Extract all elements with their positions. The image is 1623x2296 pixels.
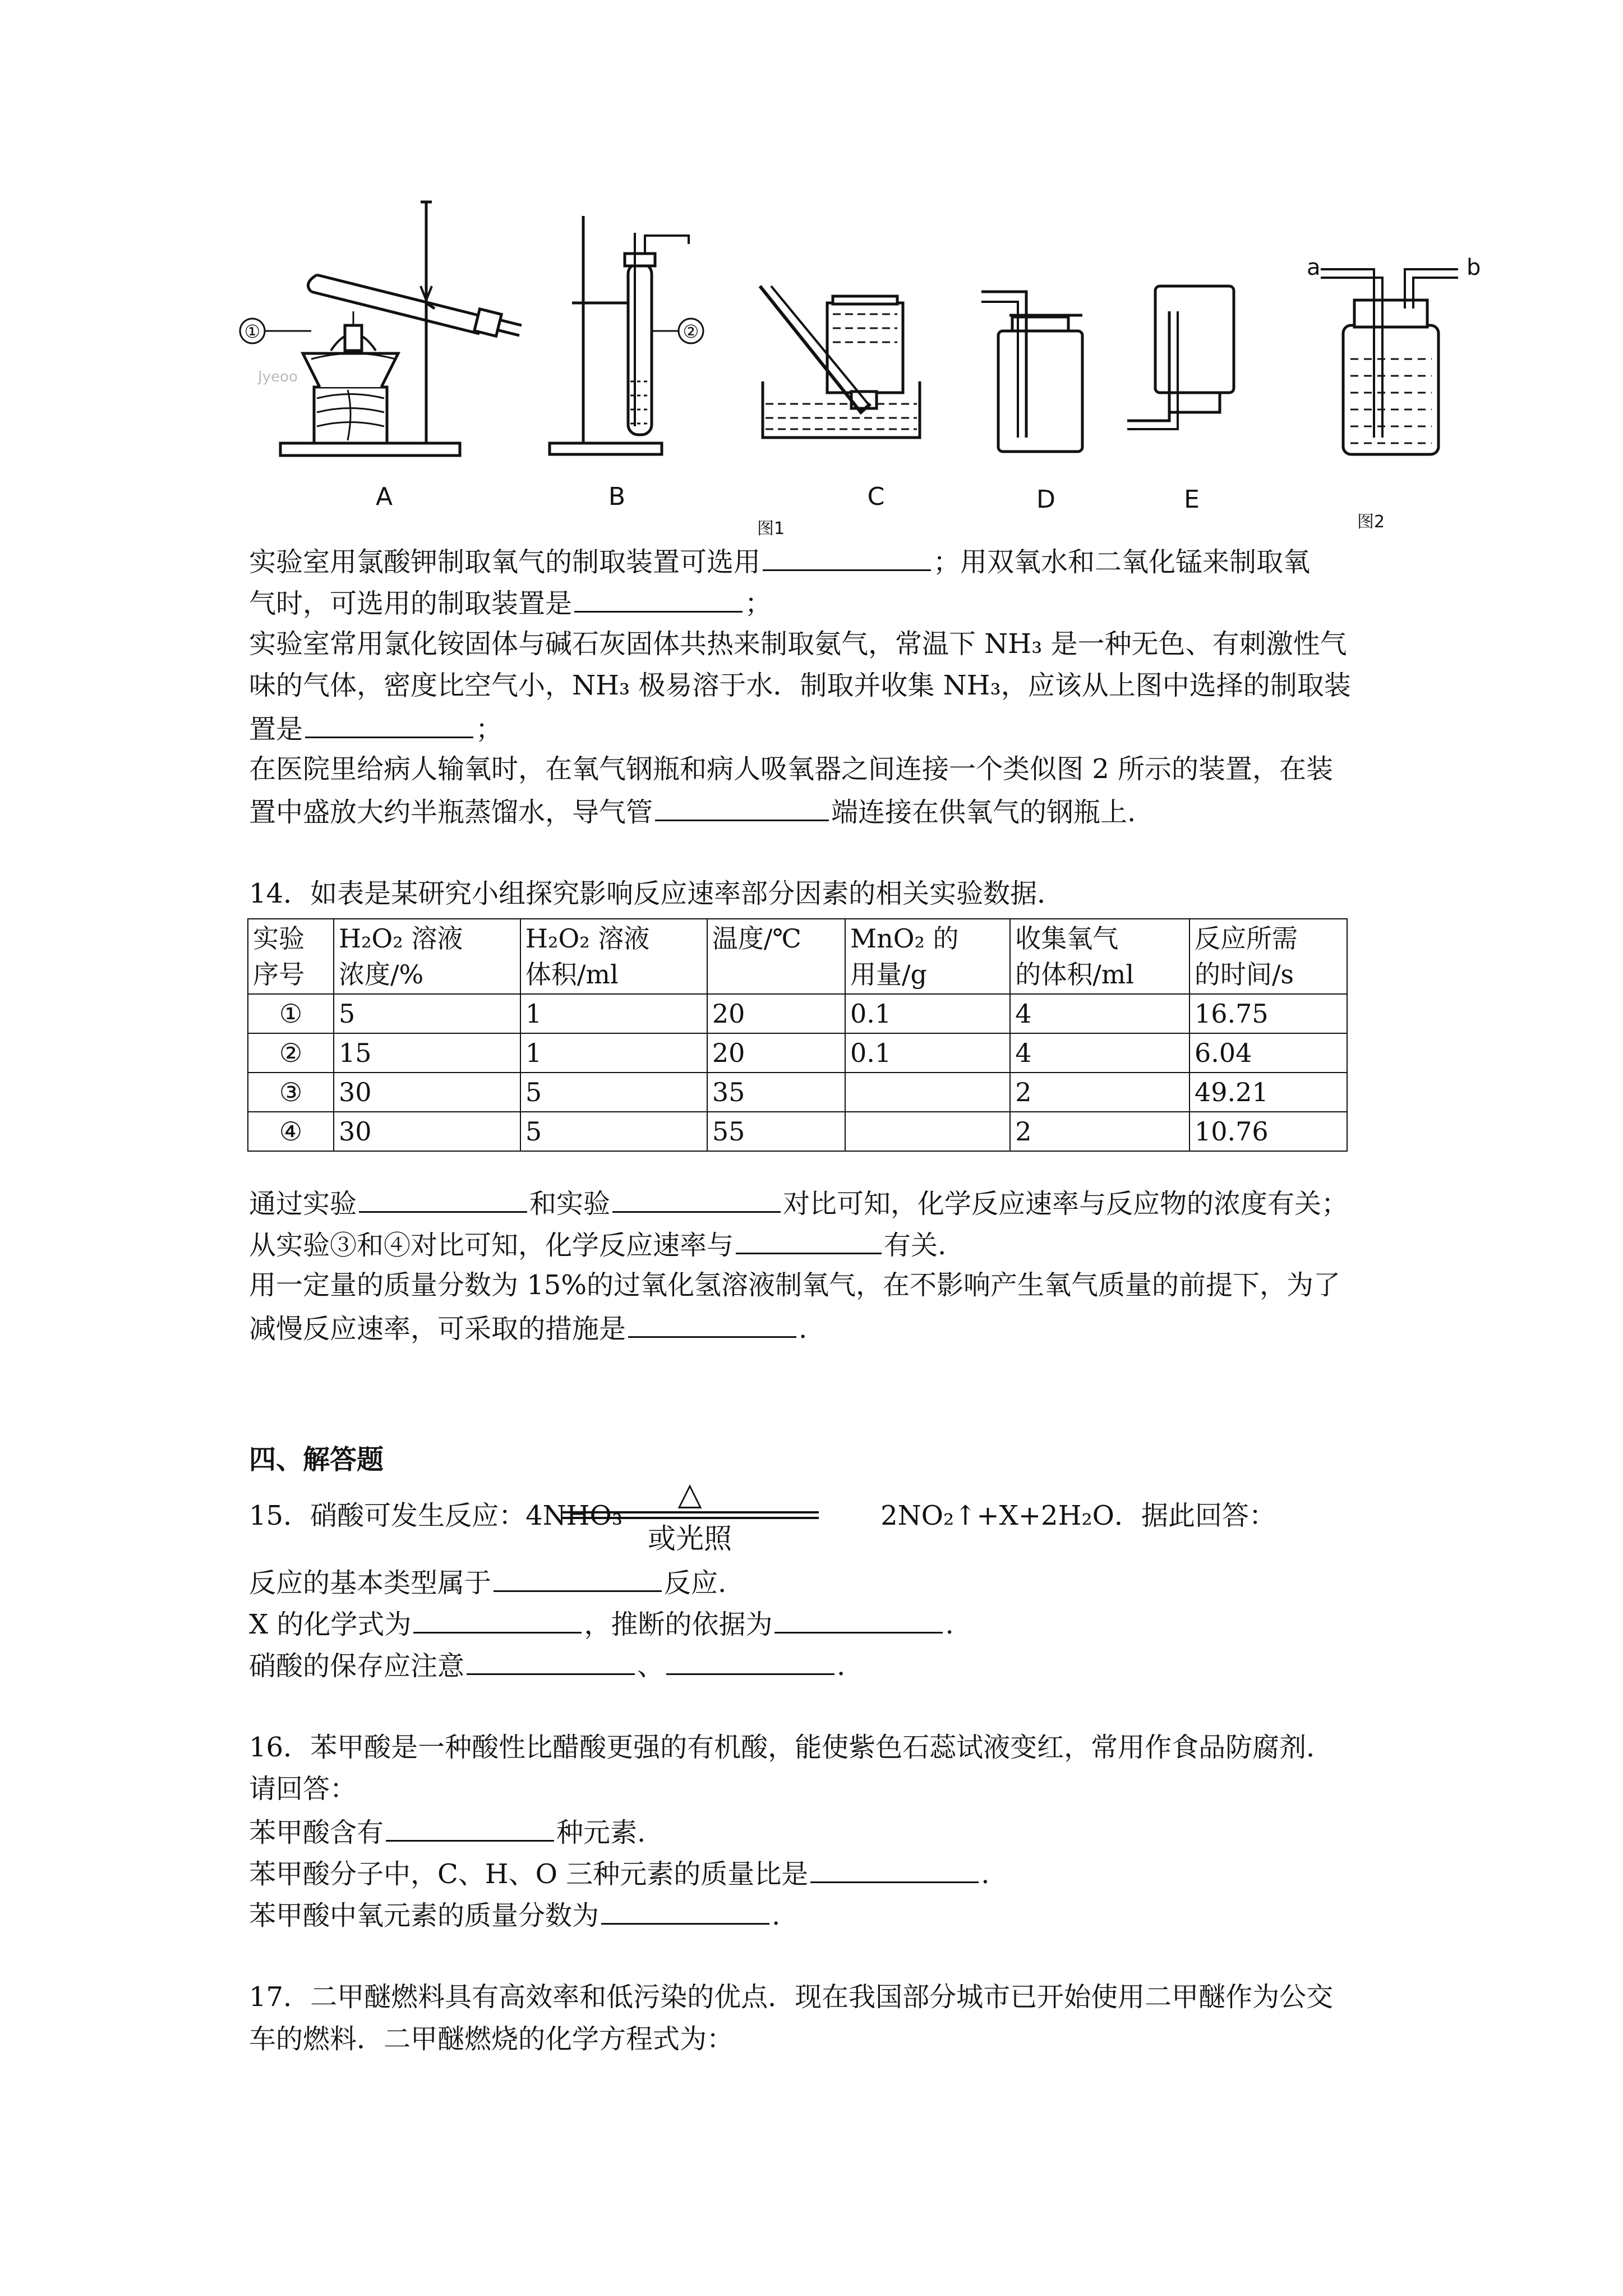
table-cell: 1 — [520, 1033, 707, 1073]
wash-bottle-figure2 — [1307, 255, 1481, 454]
table-cell: 4 — [1010, 1033, 1189, 1073]
table-cell — [845, 1073, 1010, 1112]
table-cell: 2 — [1010, 1112, 1189, 1151]
table-cell: 20 — [707, 994, 845, 1033]
answer-blank[interactable] — [359, 1184, 527, 1213]
answer-blank[interactable] — [666, 1646, 834, 1675]
table-cell: 49.21 — [1189, 1073, 1347, 1112]
q14-line-3: 用一定量的质量分数为 15%的过氧化氢溶液制氧气，在不影响产生氧气质量的前提下，为了 — [249, 1269, 1340, 1301]
apparatus-b — [550, 216, 703, 454]
table-row — [248, 994, 1347, 1033]
table-cell: 4 — [1010, 994, 1189, 1033]
answer-blank[interactable] — [305, 710, 473, 738]
table-cell: 30 — [334, 1112, 520, 1151]
answer-blank[interactable] — [601, 1896, 769, 1925]
table-cell: 2 — [1010, 1073, 1189, 1112]
figure1-caption: 图1 — [757, 519, 785, 539]
q17-line-2: 车的燃料．二甲醚燃烧的化学方程式为： — [249, 2023, 734, 2055]
q15-equation-line: 15．硝酸可发生反应：4NHO₃ 2NO₂↑+X+2H₂O．据此回答： — [249, 1500, 1276, 1531]
table-cell: 6.04 — [1189, 1033, 1347, 1073]
q15-line-2: X 的化学式为 ，推断的依据为 . — [249, 1605, 954, 1642]
q15-line-1: 反应的基本类型属于 反应. — [249, 1563, 726, 1601]
apparatus-d — [981, 292, 1082, 452]
table-cell: 16.75 — [1189, 994, 1347, 1033]
apparatus-label-d: D — [1036, 485, 1055, 514]
apparatus-label-b: B — [608, 482, 626, 511]
q17-line-1: 17．二甲醚燃料具有高效率和低污染的优点．现在我国部分城市已开始使用二甲醚作为公交 — [249, 1981, 1334, 2013]
port-a-label: a — [1307, 255, 1321, 280]
table-cell — [845, 1112, 1010, 1151]
q16-line-2: 请回答： — [249, 1773, 357, 1805]
table-header-row — [248, 919, 1347, 994]
q13-line-5: 置是 ； — [249, 710, 502, 747]
table-cell: 0.1 — [845, 1033, 1010, 1073]
answer-blank[interactable] — [467, 1646, 635, 1675]
table-cell: 10.76 — [1189, 1112, 1347, 1151]
q14-line-1: 通过实验 和实验 对比可知，化学反应速率与反应物的浓度有关； — [249, 1184, 1348, 1222]
apparatus-label-e: E — [1184, 485, 1200, 514]
header-cell: 温度/℃ — [707, 919, 845, 994]
q13-line-4: 味的气体，密度比空气小，NH₃ 极易溶于水．制取并收集 NH₃，应该从上图中选择的制取装 — [249, 670, 1351, 701]
q14-line-2: 从实验③和④对比可知，化学反应速率与 有关. — [249, 1226, 946, 1263]
table-cell: ④ — [248, 1112, 334, 1151]
watermark-text: Jyeoo — [258, 369, 298, 385]
table-cell: 30 — [334, 1073, 520, 1112]
figure2-caption: 图2 — [1357, 512, 1385, 532]
answer-blank[interactable] — [774, 1605, 943, 1634]
answer-blank[interactable] — [612, 1184, 781, 1213]
answer-blank[interactable] — [655, 793, 829, 821]
condition-heat-symbol: △ — [677, 1480, 702, 1512]
q15-line-3: 硝酸的保存应注意 、 . — [249, 1646, 845, 1684]
apparatus-label-c: C — [867, 482, 885, 511]
table-cell: 5 — [334, 994, 520, 1033]
table-cell: ③ — [248, 1073, 334, 1112]
table-cell: ② — [248, 1033, 334, 1073]
marker-1: ① — [244, 321, 261, 342]
q13-line-2: 气时，可选用的制取装置是 ； — [249, 584, 772, 622]
header-cell: 收集氧气 的体积/ml — [1010, 919, 1189, 994]
table-row — [248, 1073, 1347, 1112]
q13-line-7: 置中盛放大约半瓶蒸馏水，导气管 端连接在供氧气的钢瓶上. — [249, 793, 1136, 830]
table-cell: ① — [248, 994, 334, 1033]
q16-line-4: 苯甲酸分子中，C、H、O 三种元素的质量比是 . — [249, 1855, 989, 1892]
header-cell: MnO₂ 的 用量/g — [845, 919, 1010, 994]
q13-line-1: 实验室用氯酸钾制取氧气的制取装置可选用 ；用双氧水和二氧化锰来制取氧 — [249, 542, 1310, 580]
reaction-condition-arrow — [561, 1480, 819, 1553]
table-cell: 20 — [707, 1033, 845, 1073]
q13-line-3: 实验室常用氯化铵固体与碱石灰固体共热来制取氨气，常温下 NH₃ 是一种无色、有刺激性气 — [249, 628, 1347, 660]
answer-blank[interactable] — [628, 1309, 796, 1338]
apparatus-e — [1127, 286, 1234, 429]
answer-blank[interactable] — [386, 1813, 554, 1842]
header-cell: 反应所需 的时间/s — [1189, 919, 1347, 994]
apparatus-a — [240, 202, 522, 455]
answer-blank[interactable] — [494, 1563, 662, 1592]
table-cell: 1 — [520, 994, 707, 1033]
section-heading: 四、解答题 — [249, 1444, 384, 1475]
q14-line-4: 减慢反应速率，可采取的措施是 . — [249, 1309, 807, 1347]
table-cell: 0.1 — [845, 994, 1010, 1033]
apparatus-label-a: A — [375, 482, 393, 511]
marker-2: ② — [683, 321, 699, 342]
q16-line-5: 苯甲酸中氧元素的质量分数为 . — [249, 1896, 780, 1934]
table-cell: 55 — [707, 1112, 845, 1151]
table-cell: 5 — [520, 1112, 707, 1151]
table-cell: 15 — [334, 1033, 520, 1073]
experiment-table — [247, 918, 1348, 1152]
port-b-label: b — [1467, 255, 1481, 280]
table-cell: 35 — [707, 1073, 845, 1112]
table-cell: 5 — [520, 1073, 707, 1112]
apparatus-c — [760, 286, 920, 438]
answer-blank[interactable] — [574, 584, 743, 613]
answer-blank[interactable] — [413, 1605, 582, 1634]
apparatus-figure — [236, 191, 1481, 539]
q16-line-1: 16．苯甲酸是一种酸性比醋酸更强的有机酸，能使紫色石蕊试液变红，常用作食品防腐剂． — [249, 1732, 1334, 1763]
q14-intro: 14．如表是某研究小组探究影响反应速率部分因素的相关实验数据． — [249, 878, 1064, 909]
answer-blank[interactable] — [736, 1226, 882, 1254]
header-cell: 实验 序号 — [248, 919, 334, 994]
q13-line-6: 在医院里给病人输氧时，在氧气钢瓶和病人吸氧器之间连接一个类似图 2 所示的装置，在装 — [249, 753, 1334, 785]
header-cell: H₂O₂ 溶液 浓度/% — [334, 919, 520, 994]
q16-line-3: 苯甲酸含有 种元素. — [249, 1813, 645, 1851]
table-row — [248, 1033, 1347, 1073]
header-cell: H₂O₂ 溶液 体积/ml — [520, 919, 707, 994]
answer-blank[interactable] — [810, 1855, 979, 1883]
condition-light-text: 或光照 — [648, 1522, 732, 1553]
table-row — [248, 1112, 1347, 1151]
answer-blank[interactable] — [763, 542, 931, 571]
